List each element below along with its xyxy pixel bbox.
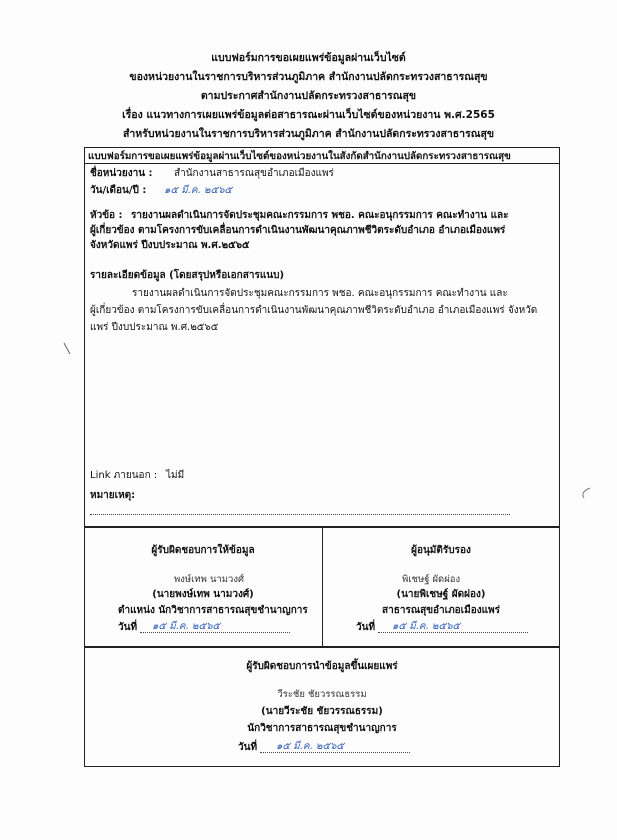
- subject-line-2: ผู้เกี่ยวข้อง ตามโครงการขับเคลื่อนการดำเนินงานพัฒนาคุณภาพชีวิตระดับอำเภอ อำเภอเมืองแพร่: [90, 225, 506, 236]
- provider-date-label: วันที่: [118, 622, 138, 633]
- header-line-1: แบบฟอร์มการขอเผยแพร่ข้อมูลผ่านเว็บไซต์: [211, 52, 406, 64]
- approver-title: ผู้อนุมัติรับรอง: [411, 545, 471, 556]
- date-label: วัน/เดือน/ปี :: [90, 185, 147, 196]
- agency-value: สำนักงานสาธารณสุขอำเภอเมืองแพร่: [174, 168, 334, 179]
- provider-title: ผู้รับผิดชอบการให้ข้อมูล: [151, 545, 255, 556]
- subject-label: หัวข้อ :: [90, 210, 123, 221]
- details-line-2: ผู้เกี่ยวข้อง ตามโครงการขับเคลื่อนการดำเนินงานพัฒนาคุณภาพชีวิตระดับอำเภอ อำเภอเมืองแพร่ จังหวัด: [90, 305, 538, 316]
- provider-signature: พงษ์เทพ นามวงศ์: [174, 574, 245, 585]
- approver-name: (นายพิเชษฐ์ ผัดผ่อง): [396, 589, 486, 600]
- subject-line-1: รายงานผลดำเนินการจัดประชุมคณะกรรมการ พชอ. คณะอนุกรรมการ คณะทำงาน และ: [131, 210, 509, 221]
- publisher-date-label: วันที่: [238, 742, 258, 753]
- date-value: ๑๕ มี.ค. ๒๕๖๕: [164, 185, 232, 196]
- details-line-3: แพร่ ปีงบประมาณ พ.ศ.๒๕๖๕: [90, 322, 219, 333]
- header-line-3: ตามประกาศสำนักงานปลัดกระทรวงสาธารณสุข: [200, 90, 417, 102]
- publisher-title: ผู้รับผิดชอบการนำข้อมูลขึ้นเผยแพร่: [246, 661, 398, 672]
- publisher-date-value: ๑๕ มี.ค. ๒๕๖๕: [276, 741, 344, 752]
- header-line-5: สำหรับหน่วยงานในราชการบริหารส่วนภูมิภาค สำนักงานปลัดกระทรวงสาธารณสุข: [122, 128, 495, 140]
- link-label: Link ภายนอก :: [90, 470, 158, 481]
- provider-position: ตำแหน่ง นักวิชาการสาธารณสุขชำนาญการ: [118, 605, 308, 616]
- publisher-name: (นายวีระชัย ชัยวรรณธรรม): [261, 706, 383, 717]
- publisher-position: นักวิชาการสาธารณสุขชำนาญการ: [247, 723, 397, 734]
- approver-date-label: วันที่: [356, 622, 376, 633]
- agency-label: ชื่อหน่วยงาน :: [90, 168, 153, 179]
- link-value: ไม่มี: [166, 470, 185, 481]
- approver-signature: พิเชษฐ์ ผัดผ่อง: [402, 574, 461, 585]
- remark-dotted-line: [90, 514, 510, 515]
- details-line-1: รายงานผลดำเนินการจัดประชุมคณะกรรมการ พชอ. คณะอนุกรรมการ คณะทำงาน และ: [132, 288, 508, 299]
- form-title-divider: [84, 163, 560, 164]
- subject-line-3: จังหวัดแพร่ ปีงบประมาณ พ.ศ.๒๕๖๕: [90, 240, 250, 251]
- scan-mark-right: [578, 486, 592, 500]
- provider-name: (นายพงษ์เทพ นามวงศ์): [152, 589, 254, 600]
- approver-date-value: ๑๕ มี.ค. ๒๕๖๕: [392, 621, 460, 632]
- form-title: แบบฟอร์มการขอเผยแพร่ข้อมูลผ่านเว็บไซต์ของหน่วยงานในสังกัดสำนักงานปลัดกระทรวงสาธารณสุข: [88, 151, 511, 162]
- approver-position: สาธารณสุขอำเภอเมืองแพร่: [382, 605, 500, 616]
- details-label: รายละเอียดข้อมูล (โดยสรุปหรือเอกสารแนบ): [90, 270, 285, 281]
- remark-label: หมายเหตุ:: [90, 490, 136, 501]
- header-line-4: เรื่อง แนวทางการเผยแพร่ข้อมูลต่อสาธารณะผ่านเว็บไซต์ของหน่วยงาน พ.ศ.2565: [122, 109, 495, 121]
- scan-mark-left: [62, 342, 72, 356]
- header-line-2: ของหน่วยงานในราชการบริหารส่วนภูมิภาค สำนักงานปลัดกระทรวงสาธารณสุข: [129, 71, 488, 83]
- publisher-signature: วีระชัย ชัยวรรณธรรม: [277, 689, 367, 700]
- provider-date-value: ๑๕ มี.ค. ๒๕๖๕: [152, 621, 220, 632]
